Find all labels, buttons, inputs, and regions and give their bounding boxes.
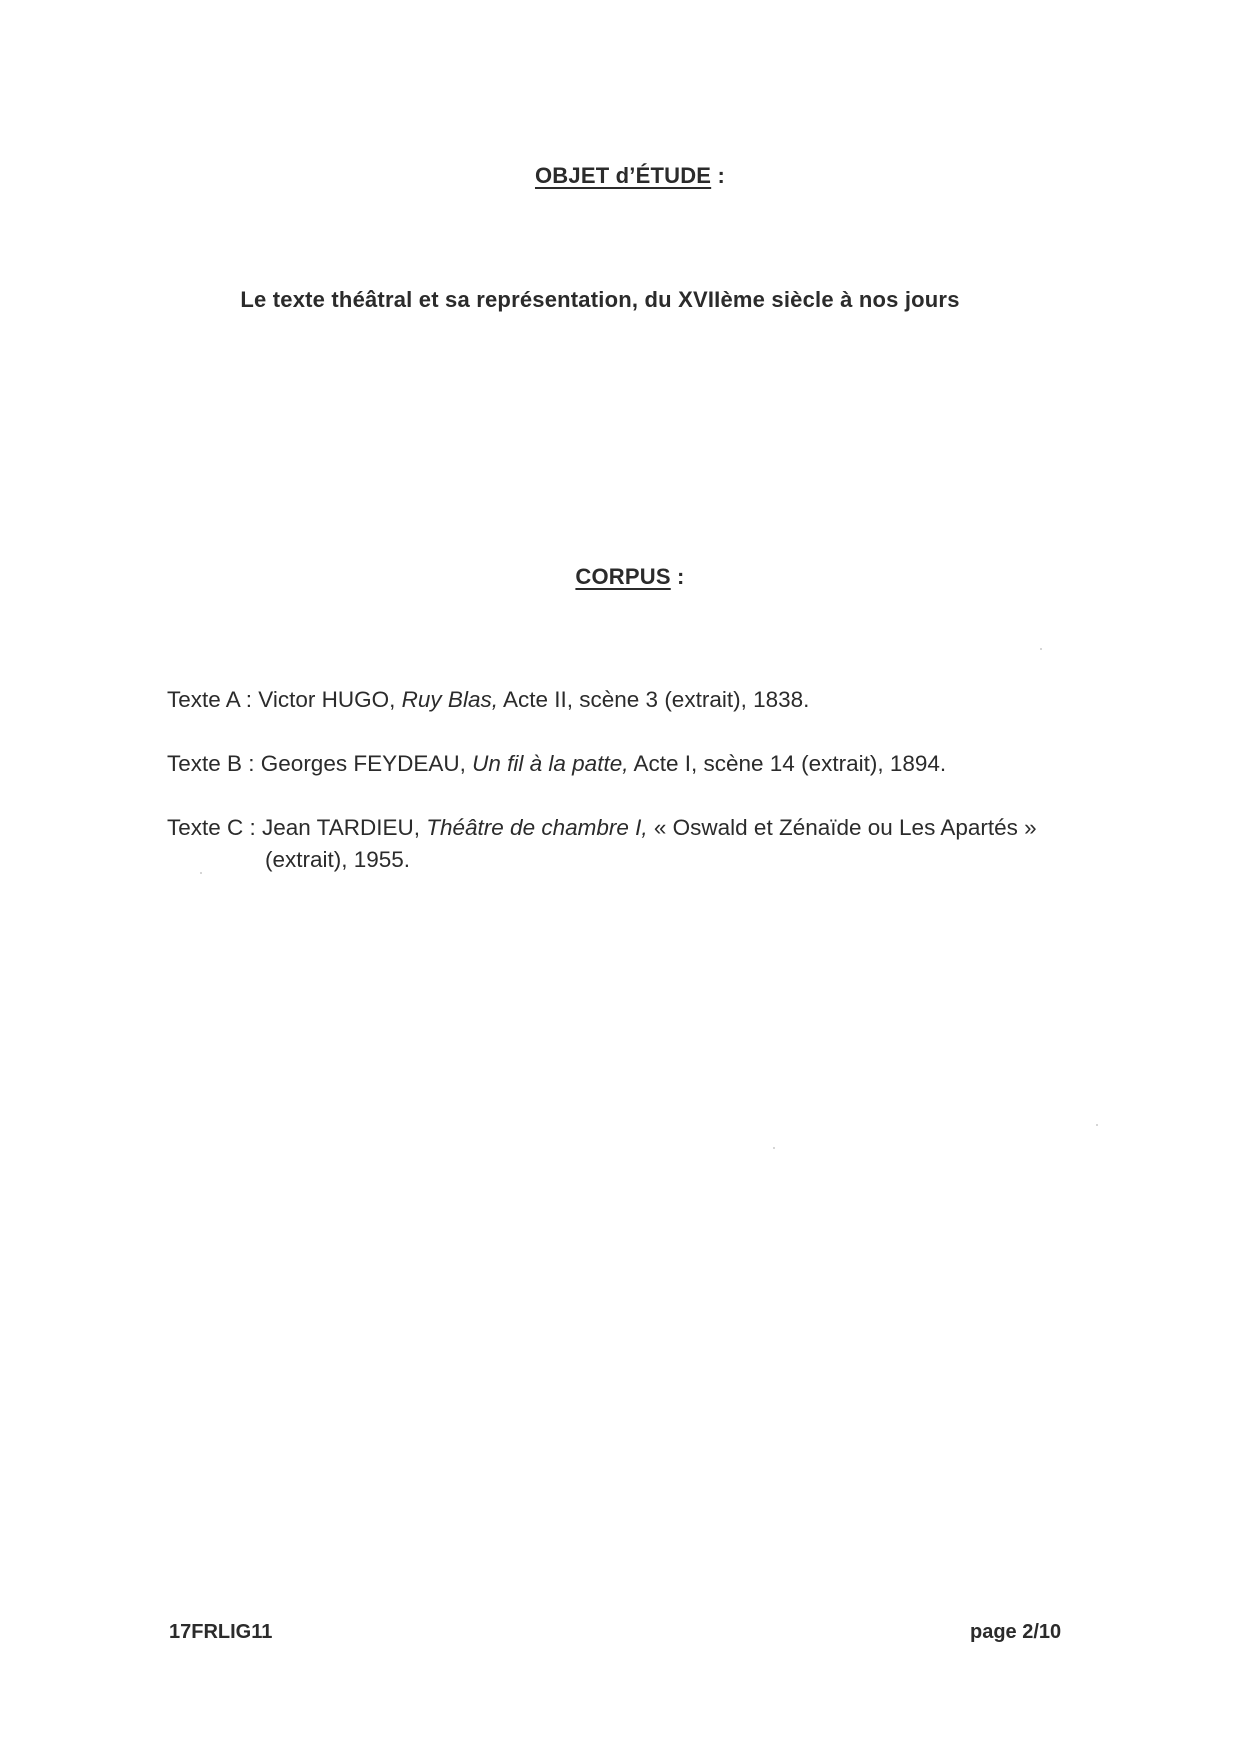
objet-etude-heading <box>10 163 1240 189</box>
entry-a-title: Ruy Blas, <box>401 687 498 712</box>
page-number: page 2/10 <box>970 1621 1062 1643</box>
corpus-entry-c <box>167 812 1037 844</box>
corpus-heading <box>10 564 1240 590</box>
entry-a-rest: Acte II, scène 3 (extrait), 1838. <box>497 687 810 712</box>
entry-c-prefix: Texte C : Jean TARDIEU, <box>167 815 427 840</box>
objet-etude-colon: : <box>711 163 726 188</box>
entry-c-rest: « Oswald et Zénaïde ou Les Apartés » <box>647 815 1037 840</box>
scan-speck <box>1096 1124 1098 1126</box>
entry-b-title: Un fil à la patte, <box>472 751 629 776</box>
scan-speck <box>1040 648 1042 650</box>
entry-c-title: Théâtre de chambre I, <box>426 815 648 840</box>
scan-speck <box>200 872 202 874</box>
corpus-label: CORPUS <box>575 564 671 589</box>
corpus-colon: : <box>670 564 685 589</box>
corpus-entry-a <box>167 684 809 716</box>
theme-title: Le texte théâtral et sa représentation, du XVIIème siècle à nos jours <box>240 287 960 312</box>
scan-speck <box>773 1147 775 1149</box>
corpus-entry-c-continuation: (extrait), 1955. <box>265 847 411 872</box>
entry-b-prefix: Texte B : Georges FEYDEAU, <box>167 751 473 776</box>
entry-b-rest: Acte I, scène 14 (extrait), 1894. <box>628 751 947 776</box>
exam-code: 17FRLIG11 <box>169 1621 273 1643</box>
objet-etude-label: OBJET d’ÉTUDE <box>534 163 712 188</box>
entry-a-prefix: Texte A : Victor HUGO, <box>167 687 402 712</box>
corpus-entry-b <box>167 748 946 780</box>
